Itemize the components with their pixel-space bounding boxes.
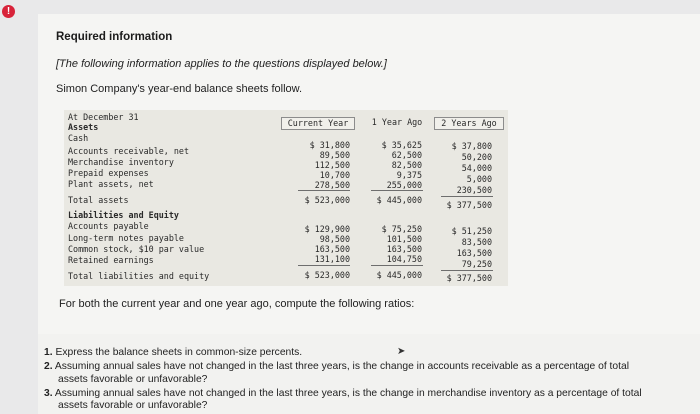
row-label: Accounts payable [68, 221, 149, 231]
list-item [44, 388, 642, 399]
value-cell: 131,100 [314, 254, 350, 264]
total-cell: $ 377,500 [446, 273, 492, 283]
value-cell: 10,700 [319, 170, 350, 180]
subtotal-rule [298, 265, 350, 266]
list-item [44, 347, 302, 358]
total-cell: $ 377,500 [446, 200, 492, 210]
total-liabilities-label: Total liabilities and equity [68, 271, 210, 281]
row-label: Retained earnings [68, 255, 154, 265]
left-rail [0, 0, 38, 414]
alert-icon[interactable]: ! [2, 5, 15, 18]
value-cell: 278,500 [314, 180, 350, 190]
value-cell: 112,500 [314, 160, 350, 170]
value-cell: $ 37,800 [451, 141, 492, 151]
value-cell: 9,375 [396, 170, 422, 180]
subtotal-rule [441, 270, 493, 271]
item-text: Assuming annual sales have not changed in the last three years, is the change in accounts receivable as a percentage of total [54, 361, 630, 372]
page-title: Required information [56, 31, 173, 43]
row-label: Merchandise inventory [68, 157, 174, 167]
column-current-year: Current Year [281, 117, 355, 130]
item-text-continued: assets favorable or unfavorable? [58, 400, 208, 411]
subtotal-rule [441, 196, 493, 197]
row-label: Accounts receivable, net [68, 146, 190, 156]
row-label: Prepaid expenses [68, 168, 149, 178]
row-label: Plant assets, net [68, 179, 154, 189]
value-cell: 163,500 [456, 248, 492, 258]
column-1-year-ago: 1 Year Ago [371, 117, 423, 127]
value-cell: 98,500 [319, 234, 350, 244]
value-cell: $ 129,900 [304, 224, 350, 234]
date-label: At December 31 [68, 112, 139, 122]
value-cell: $ 35,625 [381, 140, 422, 150]
value-cell: 82,500 [391, 160, 422, 170]
value-cell: $ 75,250 [381, 224, 422, 234]
value-cell: 54,000 [461, 163, 492, 173]
item-text: Express the balance sheets in common-size percents. [55, 347, 303, 358]
assets-heading: Assets [68, 122, 99, 132]
instructions-note: [The following information applies to the questions displayed below.] [56, 58, 387, 70]
subtotal-rule [298, 190, 350, 191]
item-number: 2. [44, 361, 53, 372]
subtotal-rule [371, 265, 423, 266]
value-cell: 163,500 [386, 244, 422, 254]
value-cell: 101,500 [386, 234, 422, 244]
total-cell: $ 523,000 [304, 270, 350, 280]
value-cell: 83,500 [461, 237, 492, 247]
subtotal-rule [371, 190, 423, 191]
item-number: 1. [44, 347, 53, 358]
column-2-years-ago: 2 Years Ago [434, 117, 504, 130]
value-cell: 163,500 [314, 244, 350, 254]
value-cell: 255,000 [386, 180, 422, 190]
total-cell: $ 445,000 [376, 270, 422, 280]
value-cell: 89,500 [319, 150, 350, 160]
total-assets-label: Total assets [68, 195, 129, 205]
value-cell: 50,200 [461, 152, 492, 162]
value-cell: $ 51,250 [451, 226, 492, 236]
question-text: For both the current year and one year ago, compute the following ratios: [59, 298, 415, 310]
item-text-continued: assets favorable or unfavorable? [58, 374, 208, 385]
total-cell: $ 445,000 [376, 195, 422, 205]
value-cell: 62,500 [391, 150, 422, 160]
value-cell: 5,000 [466, 174, 492, 184]
row-label: Common stock, $10 par value [68, 244, 205, 254]
item-text: Assuming annual sales have not changed in the last three years, is the change in merchandise inventory as a percentage of total [54, 388, 642, 399]
row-label: Long-term notes payable [68, 233, 184, 243]
value-cell: 230,500 [456, 185, 492, 195]
total-cell: $ 523,000 [304, 195, 350, 205]
intro-text: Simon Company's year-end balance sheets follow. [56, 83, 303, 95]
mouse-pointer-icon: ➤ [397, 346, 406, 357]
value-cell: 79,250 [461, 259, 492, 269]
value-cell: 104,750 [386, 254, 422, 264]
value-cell: $ 31,800 [309, 140, 350, 150]
item-number: 3. [44, 388, 53, 399]
balance-sheet-image [64, 110, 508, 286]
liabilities-heading: Liabilities and Equity [68, 210, 179, 220]
row-label: Cash [68, 133, 89, 143]
list-item [44, 361, 629, 372]
